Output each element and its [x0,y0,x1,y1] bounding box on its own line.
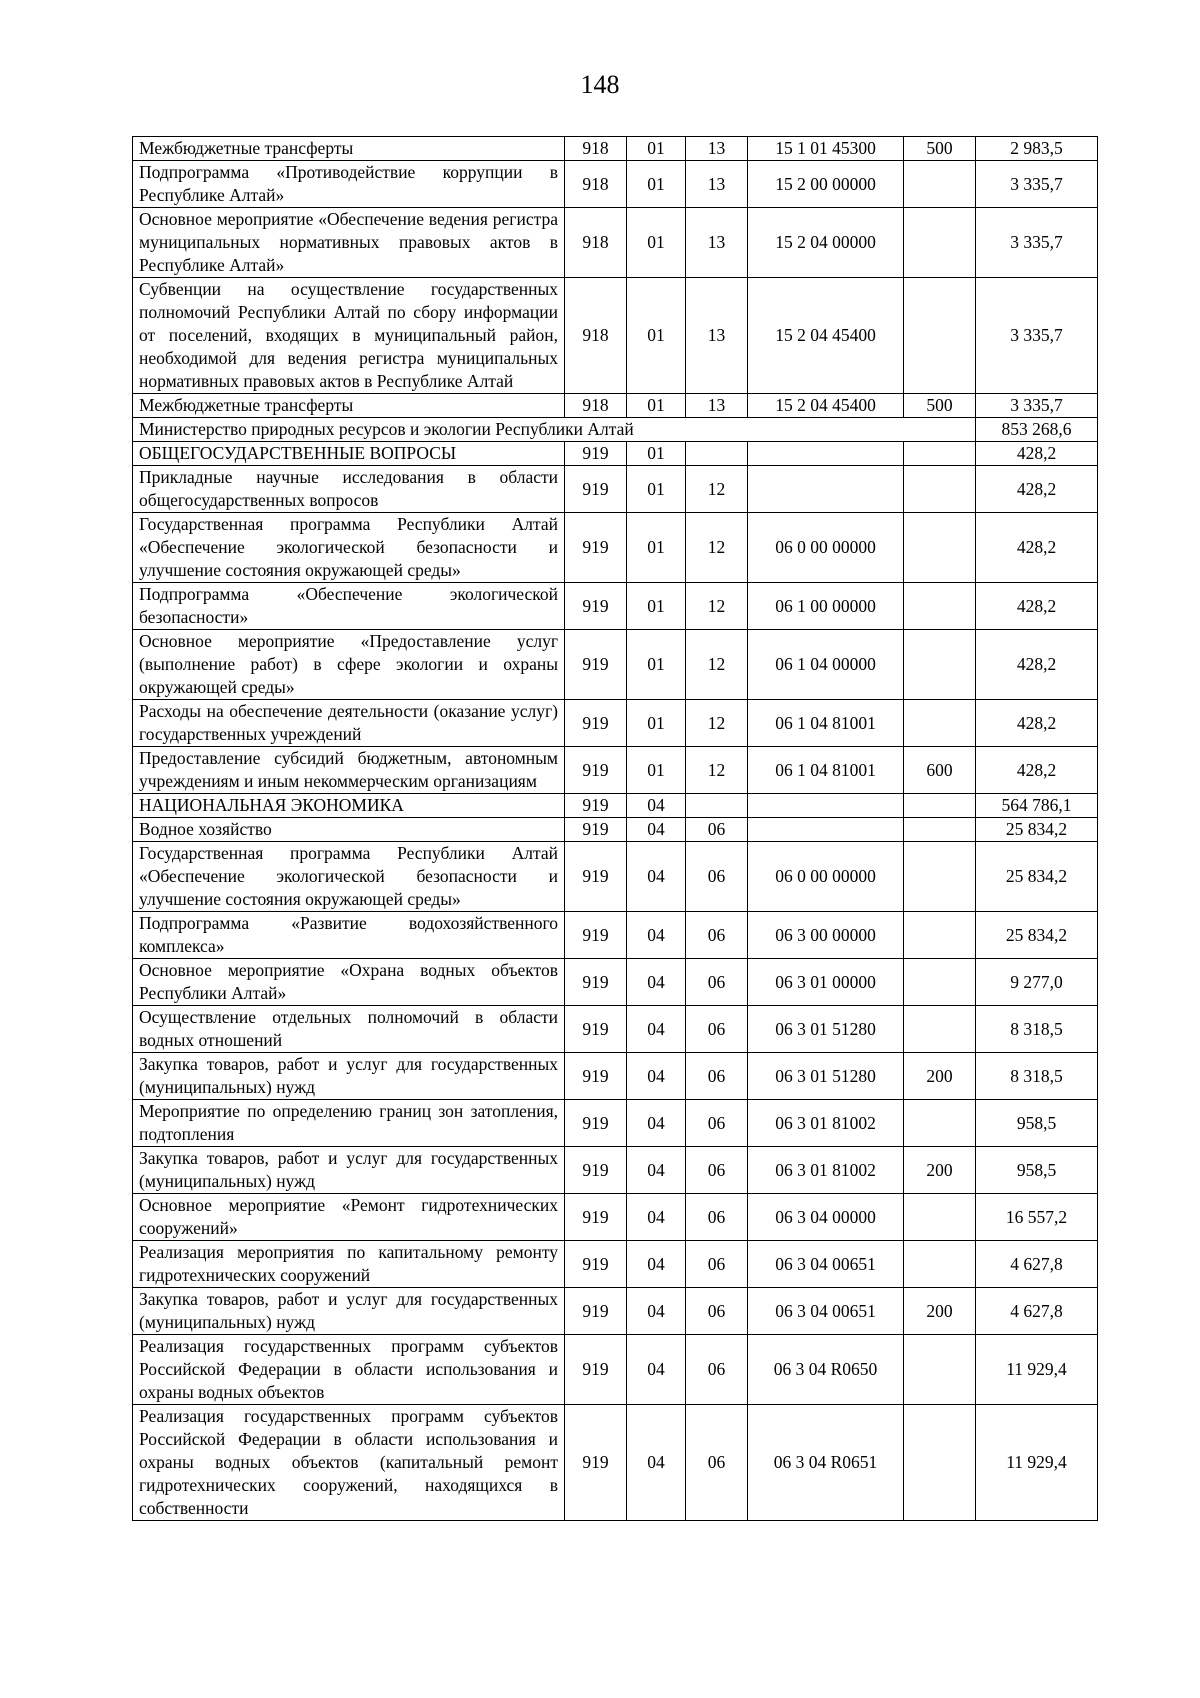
section-code-cell: 04 [627,1100,686,1147]
expense-type-cell [904,208,976,278]
section-code-cell: 01 [627,513,686,583]
target-article-cell: 06 3 00 00000 [748,912,904,959]
item-name-cell: Реализация мероприятия по капитальному ремонту гидротехнических сооружений [133,1241,565,1288]
table-row [133,700,1098,747]
grbs-code-cell: 919 [565,583,627,630]
section-code-cell: 04 [627,1335,686,1405]
item-name-cell: Реализация государственных программ субъектов Российской Федерации в области использования и охраны водных объектов (капитальный ремонт гидротехнических сооружений, находящихся в собственности [133,1405,565,1521]
table-row [133,1147,1098,1194]
target-article-cell: 06 1 04 00000 [748,630,904,700]
item-name-cell: Мероприятие по определению границ зон затопления, подтопления [133,1100,565,1147]
subsection-code-cell: 06 [686,1288,748,1335]
amount-cell: 25 834,2 [976,912,1098,959]
amount-cell: 9 277,0 [976,959,1098,1006]
expense-type-cell [904,794,976,818]
table-row [133,1006,1098,1053]
grbs-code-cell: 918 [565,278,627,394]
target-article-cell: 06 3 04 00651 [748,1288,904,1335]
table-row [133,959,1098,1006]
grbs-code-cell: 919 [565,1194,627,1241]
target-article-cell: 06 1 04 81001 [748,700,904,747]
section-code-cell: 01 [627,466,686,513]
table-row [133,912,1098,959]
section-code-cell: 01 [627,208,686,278]
item-name-cell: Основное мероприятие «Обеспечение ведения регистра муниципальных нормативных правовых актов в Республике Алтай» [133,208,565,278]
target-article-cell: 15 2 04 00000 [748,208,904,278]
grbs-code-cell: 919 [565,912,627,959]
table-row [133,1335,1098,1405]
item-name-cell: Реализация государственных программ субъектов Российской Федерации в области использования и охраны водных объектов [133,1335,565,1405]
amount-cell: 3 335,7 [976,394,1098,418]
table-row [133,794,1098,818]
expense-type-cell: 500 [904,137,976,161]
amount-cell: 428,2 [976,630,1098,700]
subsection-code-cell: 13 [686,161,748,208]
item-name-cell: Государственная программа Республики Алтай «Обеспечение экологической безопасности и улучшение состояния окружающей среды» [133,513,565,583]
target-article-cell: 15 2 04 45400 [748,394,904,418]
grbs-code-cell: 919 [565,1100,627,1147]
table-row [133,161,1098,208]
section-code-cell: 01 [627,700,686,747]
grbs-code-cell: 919 [565,466,627,513]
section-code-cell: 01 [627,278,686,394]
subsection-code-cell [686,442,748,466]
item-name-cell: Основное мероприятие «Предоставление услуг (выполнение работ) в сфере экологии и охраны окружающей среды» [133,630,565,700]
expense-type-cell [904,1241,976,1288]
amount-cell: 16 557,2 [976,1194,1098,1241]
subsection-code-cell: 06 [686,1194,748,1241]
item-name-cell: ОБЩЕГОСУДАРСТВЕННЫЕ ВОПРОСЫ [133,442,565,466]
amount-cell: 428,2 [976,442,1098,466]
section-code-cell: 04 [627,794,686,818]
table-row [133,747,1098,794]
item-name-cell: Предоставление субсидий бюджетным, автономным учреждениям и иным некоммерческим организациям [133,747,565,794]
page-number: 148 [580,70,620,99]
expense-type-cell: 600 [904,747,976,794]
table-row [133,466,1098,513]
table-row [133,1288,1098,1335]
target-article-cell [748,794,904,818]
amount-cell: 428,2 [976,513,1098,583]
ministry-name-cell: Министерство природных ресурсов и экологии Республики Алтай [133,418,976,442]
item-name-cell: Подпрограмма «Обеспечение экологической безопасности» [133,583,565,630]
expense-type-cell [904,1194,976,1241]
table-row [133,137,1098,161]
grbs-code-cell: 919 [565,1288,627,1335]
section-code-cell: 04 [627,959,686,1006]
amount-cell: 428,2 [976,700,1098,747]
subsection-code-cell: 13 [686,208,748,278]
amount-cell: 11 929,4 [976,1405,1098,1521]
expense-type-cell [904,1100,976,1147]
target-article-cell [748,818,904,842]
item-name-cell: Прикладные научные исследования в области общегосударственных вопросов [133,466,565,513]
subsection-code-cell: 12 [686,513,748,583]
subsection-code-cell: 12 [686,583,748,630]
item-name-cell: Межбюджетные трансферты [133,394,565,418]
subsection-code-cell: 12 [686,700,748,747]
target-article-cell: 06 3 01 81002 [748,1100,904,1147]
grbs-code-cell: 919 [565,794,627,818]
subsection-code-cell: 06 [686,842,748,912]
table-row [133,442,1098,466]
section-code-cell: 01 [627,137,686,161]
table-row [133,1194,1098,1241]
item-name-cell: Межбюджетные трансферты [133,137,565,161]
expense-type-cell [904,278,976,394]
grbs-code-cell: 918 [565,394,627,418]
section-code-cell: 01 [627,630,686,700]
grbs-code-cell: 919 [565,1241,627,1288]
target-article-cell: 06 3 04 R0650 [748,1335,904,1405]
amount-cell: 428,2 [976,466,1098,513]
table-row [133,842,1098,912]
section-code-cell: 04 [627,1194,686,1241]
item-name-cell: Основное мероприятие «Ремонт гидротехнических сооружений» [133,1194,565,1241]
subsection-code-cell: 06 [686,959,748,1006]
table-row [133,1405,1098,1521]
target-article-cell: 15 1 01 45300 [748,137,904,161]
expense-type-cell: 200 [904,1053,976,1100]
amount-cell: 4 627,8 [976,1288,1098,1335]
expense-type-cell [904,466,976,513]
amount-cell: 958,5 [976,1100,1098,1147]
target-article-cell: 06 3 01 00000 [748,959,904,1006]
expense-type-cell: 200 [904,1147,976,1194]
expense-type-cell [904,1006,976,1053]
grbs-code-cell: 919 [565,1053,627,1100]
grbs-code-cell: 918 [565,161,627,208]
target-article-cell: 06 1 04 81001 [748,747,904,794]
section-code-cell: 04 [627,1405,686,1521]
grbs-code-cell: 919 [565,1335,627,1405]
table-row [133,394,1098,418]
amount-cell: 25 834,2 [976,842,1098,912]
subsection-code-cell: 06 [686,1405,748,1521]
expense-type-cell [904,442,976,466]
item-name-cell: Осуществление отдельных полномочий в области водных отношений [133,1006,565,1053]
grbs-code-cell: 919 [565,1006,627,1053]
section-code-cell: 01 [627,442,686,466]
expense-type-cell [904,842,976,912]
subsection-code-cell: 13 [686,137,748,161]
table-row [133,818,1098,842]
amount-cell: 3 335,7 [976,278,1098,394]
target-article-cell: 06 3 04 00651 [748,1241,904,1288]
table-row [133,513,1098,583]
expense-type-cell: 200 [904,1288,976,1335]
expense-type-cell [904,1405,976,1521]
target-article-cell: 06 0 00 00000 [748,513,904,583]
grbs-code-cell: 919 [565,630,627,700]
target-article-cell: 06 3 01 51280 [748,1006,904,1053]
table-row [133,208,1098,278]
subsection-code-cell: 06 [686,1006,748,1053]
amount-cell: 564 786,1 [976,794,1098,818]
subsection-code-cell: 06 [686,1053,748,1100]
item-name-cell: Субвенции на осуществление государственных полномочий Республики Алтай по сбору информации от поселений, входящих в муниципальный район, необходимой для ведения регистра муниципальных нормативных правовых актов в Республике Алтай [133,278,565,394]
expense-type-cell [904,959,976,1006]
amount-cell: 8 318,5 [976,1053,1098,1100]
item-name-cell: Закупка товаров, работ и услуг для государственных (муниципальных) нужд [133,1288,565,1335]
target-article-cell: 06 3 01 51280 [748,1053,904,1100]
amount-cell: 3 335,7 [976,161,1098,208]
section-code-cell: 01 [627,747,686,794]
expense-type-cell [904,818,976,842]
section-code-cell: 01 [627,161,686,208]
table-row [133,1241,1098,1288]
grbs-code-cell: 919 [565,959,627,1006]
section-code-cell: 04 [627,1241,686,1288]
section-code-cell: 04 [627,912,686,959]
target-article-cell: 06 3 04 00000 [748,1194,904,1241]
section-code-cell: 04 [627,1006,686,1053]
amount-cell: 25 834,2 [976,818,1098,842]
expense-type-cell [904,1335,976,1405]
expense-type-cell [904,912,976,959]
section-code-cell: 04 [627,1288,686,1335]
grbs-code-cell: 919 [565,1405,627,1521]
expense-type-cell: 500 [904,394,976,418]
item-name-cell: Подпрограмма «Противодействие коррупции в Республике Алтай» [133,161,565,208]
target-article-cell: 15 2 04 45400 [748,278,904,394]
grbs-code-cell: 919 [565,747,627,794]
subsection-code-cell: 06 [686,1100,748,1147]
grbs-code-cell: 919 [565,1147,627,1194]
amount-cell: 2 983,5 [976,137,1098,161]
table-row [133,1100,1098,1147]
section-code-cell: 01 [627,583,686,630]
section-code-cell: 04 [627,1053,686,1100]
budget-table [132,136,1098,1521]
target-article-cell: 15 2 00 00000 [748,161,904,208]
subsection-code-cell: 06 [686,1147,748,1194]
subsection-code-cell: 06 [686,818,748,842]
target-article-cell [748,442,904,466]
subsection-code-cell: 06 [686,912,748,959]
section-code-cell: 04 [627,842,686,912]
item-name-cell: Водное хозяйство [133,818,565,842]
item-name-cell: Государственная программа Республики Алтай «Обеспечение экологической безопасности и улучшение состояния окружающей среды» [133,842,565,912]
table-row [133,1053,1098,1100]
expense-type-cell [904,583,976,630]
expense-type-cell [904,630,976,700]
subsection-code-cell: 06 [686,1241,748,1288]
amount-cell: 3 335,7 [976,208,1098,278]
grbs-code-cell: 919 [565,442,627,466]
subsection-code-cell: 12 [686,747,748,794]
subsection-code-cell: 06 [686,1335,748,1405]
expense-type-cell [904,700,976,747]
expense-type-cell [904,161,976,208]
grbs-code-cell: 918 [565,208,627,278]
item-name-cell: Подпрограмма «Развитие водохозяйственного комплекса» [133,912,565,959]
grbs-code-cell: 919 [565,700,627,747]
grbs-code-cell: 918 [565,137,627,161]
grbs-code-cell: 919 [565,513,627,583]
subsection-code-cell: 12 [686,630,748,700]
amount-cell: 11 929,4 [976,1335,1098,1405]
subsection-code-cell: 12 [686,466,748,513]
amount-cell: 958,5 [976,1147,1098,1194]
budget-table-body [133,137,1098,1521]
target-article-cell: 06 3 04 R0651 [748,1405,904,1521]
table-row [133,278,1098,394]
grbs-code-cell: 919 [565,842,627,912]
item-name-cell: НАЦИОНАЛЬНАЯ ЭКОНОМИКА [133,794,565,818]
section-code-cell: 01 [627,394,686,418]
grbs-code-cell: 919 [565,818,627,842]
table-row [133,583,1098,630]
target-article-cell: 06 3 01 81002 [748,1147,904,1194]
amount-cell: 4 627,8 [976,1241,1098,1288]
item-name-cell: Закупка товаров, работ и услуг для государственных (муниципальных) нужд [133,1147,565,1194]
subsection-code-cell: 13 [686,278,748,394]
section-code-cell: 04 [627,1147,686,1194]
amount-cell: 428,2 [976,583,1098,630]
item-name-cell: Закупка товаров, работ и услуг для государственных (муниципальных) нужд [133,1053,565,1100]
table-row [133,630,1098,700]
section-code-cell: 04 [627,818,686,842]
target-article-cell [748,466,904,513]
amount-cell: 428,2 [976,747,1098,794]
subsection-code-cell: 13 [686,394,748,418]
item-name-cell: Основное мероприятие «Охрана водных объектов Республики Алтай» [133,959,565,1006]
subsection-code-cell [686,794,748,818]
amount-cell: 853 268,6 [976,418,1098,442]
target-article-cell: 06 1 00 00000 [748,583,904,630]
item-name-cell: Расходы на обеспечение деятельности (оказание услуг) государственных учреждений [133,700,565,747]
expense-type-cell [904,513,976,583]
table-row [133,418,1098,442]
target-article-cell: 06 0 00 00000 [748,842,904,912]
amount-cell: 8 318,5 [976,1006,1098,1053]
